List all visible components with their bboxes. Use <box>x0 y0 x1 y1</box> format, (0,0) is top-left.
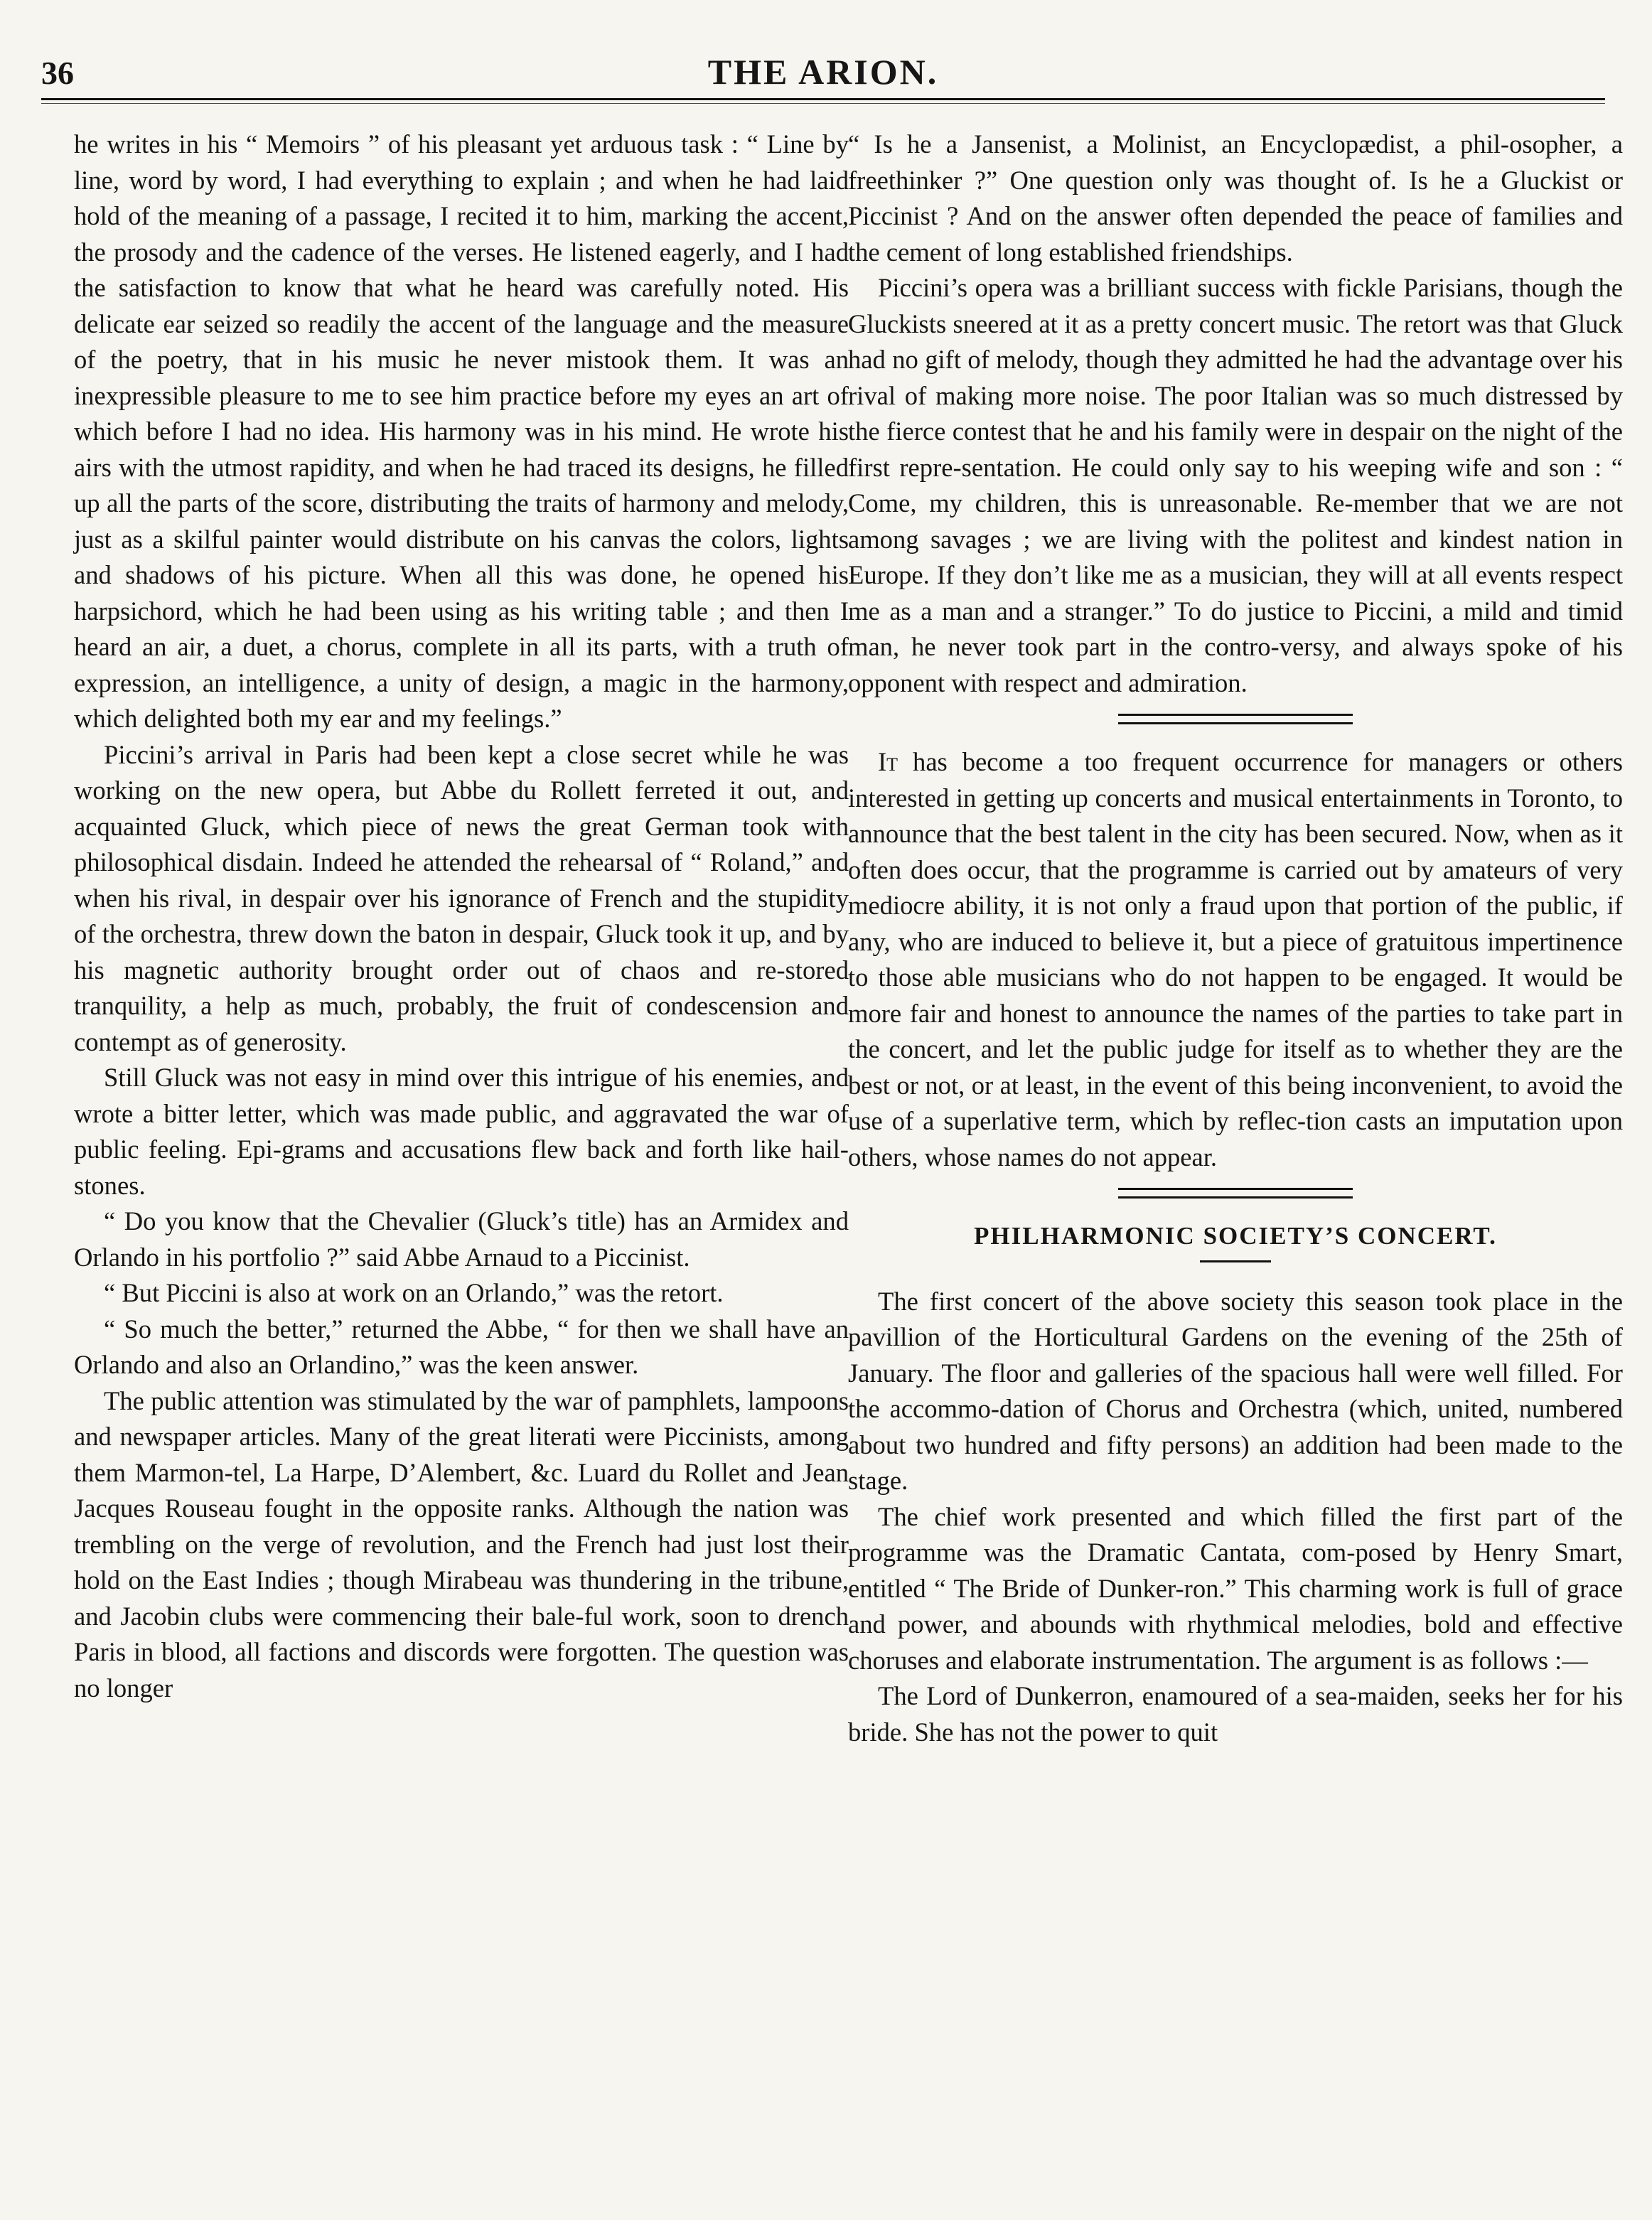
paragraph: Piccini’s opera was a brilliant success with fickle Parisians, though the Gluckists sneered at it as a pretty concert music. The retort was that Gluck had no gift of melody, though they admitted he had the advantage over his rival of making more noise. The poor Italian was so much distressed by the fierce contest that he and his family were in despair on the night of the first repre-sentation. He could only say to his weeping wife and son : “ Come, my children, this is unreasonable. Re-member that we are not among savages ; we are living with the politest and kindest nation in Europe. If they don’t like me as a musician, they will at all events respect me as a man and a stranger.” To do justice to Piccini, a mild and timid man, he never took part in the contro-versy, and always spoke of his opponent with respect and admiration. <box>848 273 1623 697</box>
paragraph: The Lord of Dunkerron, enamoured of a sea-maiden, seeks her for his bride. She has not the power to quit <box>848 1681 1623 1747</box>
header-rule-thin <box>41 103 1605 104</box>
paragraph: The public attention was stimulated by the war of pamphlets, lampoons and newspaper articles. Many of the great literati were Piccinists, among them Marmon-tel, La Harpe, D’Alembert, &c. Luard du Rollet and Jean Jacques Rouseau fought in the opposite ranks. Although the nation was trembling on the verge of revolution, and the French had just lost their hold on the East Indies ; though Mirabeau was thundering in the tribune, and Jacobin clubs were commencing their bale-ful work, soon to drench Paris in blood, all factions and discords were forgotten. The question was no longer <box>74 1385 849 1702</box>
paragraph: “ Is he a Jansenist, a Molinist, an Encyclopædist, a phil-osopher, a freethinker ?” One question only was thought of. Is he a Gluckist or Piccinist ? And on the answer often depended the peace of families and the cement of long established friendships. <box>848 129 1623 267</box>
managers-paragraph <box>848 744 1623 1175</box>
right-column <box>848 127 1623 1750</box>
section-divider <box>1118 714 1353 724</box>
paragraph: The first concert of the above society this season took place in the pavillion of the Horticultural Gardens on the evening of the 25th of January. The floor and galleries of the spacious hall were well filled. For the accommo-dation of Chorus and Orchestra (which, united, numbered about two hundred and fifty persons) an addition had been made to the stage. <box>848 1286 1623 1495</box>
section-heading: PHILHARMONIC SOCIETY’S CONCERT. <box>974 1222 1497 1250</box>
concert-section <box>848 1284 1623 1751</box>
running-title: THE ARION. <box>707 52 939 92</box>
left-column <box>74 127 849 1706</box>
right-column-top <box>848 127 1623 701</box>
paragraph: The chief work presented and which filled the first part of the programme was the Dramatic Cantata, com-posed by Henry Smart, entitled “ The Bride of Dunker-ron.” This charming work is full of grace and power, and abounds with rhythmical melodies, bold and effective choruses and elaborate instrumentation. The argument is as follows :— <box>848 1501 1623 1675</box>
page-number: 36 <box>41 55 74 91</box>
paragraph: “ But Piccini is also at work on an Orlando,” was the retort. <box>104 1278 724 1307</box>
paragraph: he writes in his “ Memoirs ” of his pleasant yet arduous task : “ Line by line, word by word, I had everything to explain ; and when he had laid hold of the meaning of a passage, I recited it to him, marking the accent, the prosody and the cadence of the verses. He listened eagerly, and I had the satisfaction to know that what he heard was carefully noted. His delicate ear seized so readily the accent of the language and the measure of the poetry, that in his music he never mistook them. It was an inexpressible pleasure to me to see him practice before my eyes an art of which before I had no idea. His harmony was in his mind. He wrote his airs with the utmost rapidity, and when he had traced its designs, he filled up all the parts of the score, distributing the traits of harmony and melody, just as a skilful painter would distribute on his canvas the colors, lights and shadows of his picture. When all this was done, he opened his harpsichord, which he had been using as his writing table ; and then I heard an air, a duet, a chorus, complete in all its parts, with a truth of expression, an intelligence, a unity of design, a magic in the harmony, which delighted both my ear and my feelings.” <box>74 129 849 733</box>
paragraph: “ So much the better,” returned the Abbe, “ for then we shall have an Orlando and also an Orlandino,” was the keen answer. <box>74 1314 849 1379</box>
section-divider <box>1118 1188 1353 1199</box>
paragraph: Still Gluck was not easy in mind over this intrigue of his enemies, and wrote a bitter letter, which was made public, and aggravated the war of public feeling. Epi-grams and accusations flew back and forth like hail-stones. <box>74 1063 849 1200</box>
paragraph-body: has become a too frequent occurrence for managers or others interested in getting up concerts and musical entertainments in Toronto, to announce that the best talent in the city has been secured. Now, when as it often does occur, that the programme is carried out by amateurs of very mediocre ability, it is not only a fraud upon that portion of the public, if any, who are induced to believe it, but a piece of gratuitous impertinence to those able musicians who do not happen to be engaged. It would be more fair and honest to announce the names of the parties to take part in the concert, and let the public judge for itself as to whether they are the best or not, or at least, in the event of this being inconvenient, to avoid the use of a superlative term, which by reflec-tion casts an imputation upon others, whose names do not appear. <box>848 747 1623 1171</box>
header-rule <box>41 98 1605 100</box>
heading-rule <box>1200 1260 1271 1262</box>
paragraph: “ Do you know that the Chevalier (Gluck’s title) has an Armidex and Orlando in his portfolio ?” said Abbe Arnaud to a Piccinist. <box>74 1206 849 1272</box>
page-header <box>41 43 1605 100</box>
paragraph-lead: It <box>878 747 899 776</box>
paragraph: Piccini’s arrival in Paris had been kept a close secret while he was working on the new opera, but Abbe du Rollett ferreted it out, and acquainted Gluck, which piece of news the great German took with philosophical disdain. Indeed he attended the rehearsal of “ Roland,” and when his rival, in despair over his ignorance of French and the stupidity of the orchestra, threw down the baton in despair, Gluck took it up, and by his magnetic authority brought order out of chaos and re-stored tranquility, a help as much, probably, the fruit of condescension and contempt as of generosity. <box>74 739 849 1056</box>
